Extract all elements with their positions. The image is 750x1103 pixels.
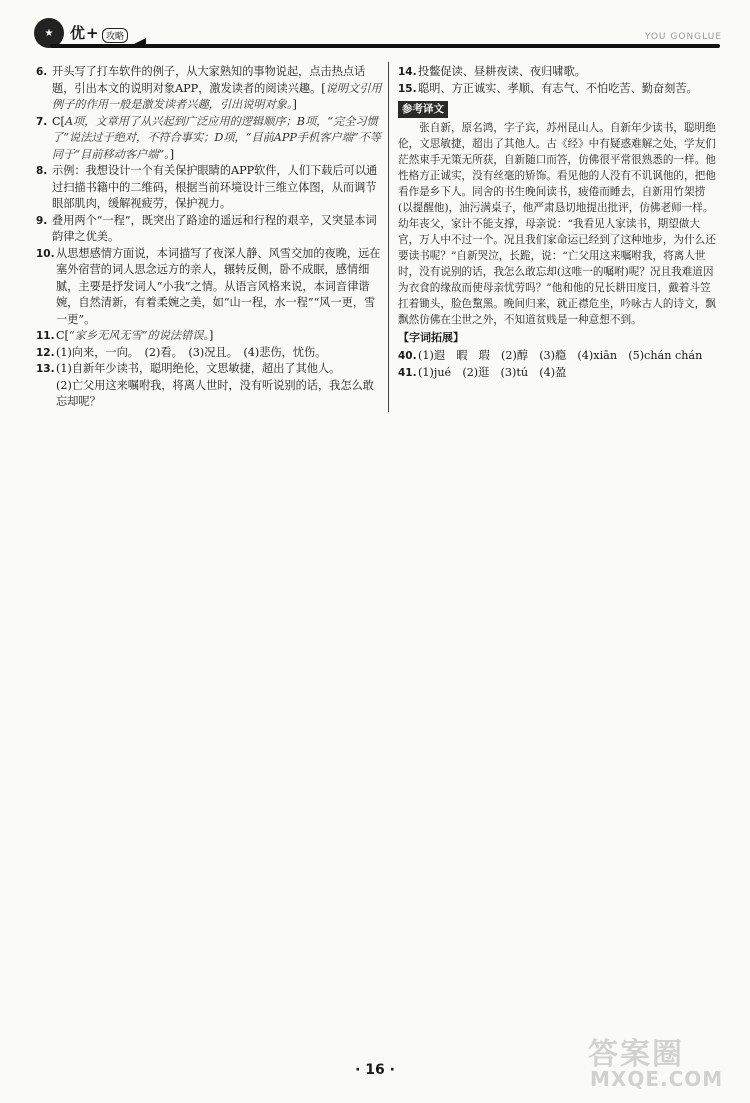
brand-title: 优+ [70,24,100,42]
answer-text-2: (2)亡父用这来嘱咐我，将离人世时，没有听说别的话，我怎么敢忘却呢？ [56,378,374,408]
right-column [398,64,716,381]
answer-9 [36,213,382,246]
answer-text: (1)jué (2)逛 (3)tú (4)盈 [418,365,567,379]
reference-translation: 张自新，原名鸿，字子宾，苏州昆山人。自新年少读书，聪明绝伦，文思敏捷，超出了其他人。古《经》中有疑惑难解之处，学友们茫然束手无策无所获，自新随口而答，仿佛很平常很熟悉的一样。他性格方正诚实，没有丝毫的矫饰。看见他的人没有不讥讽他的，把他看作是乡下人。同舍的书生晚间读书，疲倦而睡去，自新用竹架捞(以提醒他)，油污满桌子，他严肃恳切地提出批评，仿佛老师一样。幼年丧父，家计不能支撑，母亲说：“我看见人家读书，期望做大官，万人中不过一个。况且我们家命运已经到了这种地步，为什么还要读书呢？”自新哭泣，长跪，说：“亡父用这来嘱咐我，将离人世时，没有说别的话，我怎么敢忘却(这唯一的嘱咐)呢？况且我难道因为衣食的缘故而使母亲忧劳吗？”他和他的兄长耕田度日，戴着斗笠扛着锄头，脸色黧黑。晚间归来，就正襟危坐，吟咏古人的诗文，飘飘然仿佛在尘世之外，不知道贫贱是一种意想不到。 [398,121,716,326]
answer-15 [398,81,716,98]
answer-41 [398,365,716,382]
answer-14 [398,64,716,81]
answer-text: 开头写了打车软件的例子，从大家熟知的事物说起，点击热点话题，引出本文的说明对象APP，激发读者的阅读兴趣。[ [52,65,366,95]
page-number: · 16 · [355,1062,395,1078]
answer-number: 12. [36,346,55,359]
answer-number: 8. [36,165,48,177]
answer-note: A项，文章用了从兴起到广泛应用的逻辑顺序；B项，“完全习惯了”说法过于绝对，不符合事实；D项，“目前APP手机客户端”不等同于“目前移动客户端”。 [52,114,381,161]
answer-13 [36,361,382,411]
answer-8 [36,163,382,213]
answer-text: C[ [56,329,69,342]
reference-translation-label: 参考译文 [398,101,448,118]
watermark-logo [588,1029,726,1095]
answer-text: (1)自新年少读书，聪明绝伦，文思敏捷，超出了其他人。 [56,362,341,375]
answer-text: 叠用两个“一程”，既突出了路途的遥远和行程的艰辛，又突显本词韵律之优美。 [52,213,377,243]
header-rule [50,44,720,48]
watermark-line1: 答案圈 [588,1037,684,1072]
answer-number: 6. [36,66,48,78]
answer-note: “家乡无风无雪”的说法错误。 [68,329,210,342]
watermark-line2: MXQE.COM [590,1067,724,1091]
answer-text: 示例：我想设计一个有关保护眼睛的APP软件，人们下载后可以通过扫描书籍中的二维码，根据当前环境设计三维立体图，从而调节眼部肌肉，缓解视疲劳，保护视力。 [52,164,378,210]
answer-number: 13. [36,363,55,375]
answer-12 [36,345,382,362]
answer-number: 7. [36,115,48,128]
answer-number: 15. [398,82,417,95]
bracket-close: ] [292,98,297,111]
word-extension-label: 【字词拓展】 [398,330,464,344]
answer-number: 10. [36,247,55,260]
answer-text: 投鳖促读、昼耕夜读、夜归啸歌。 [418,65,586,78]
answer-11 [36,328,382,345]
answer-note: 说明文引用例子的作用一般是激发读者兴趣，引出说明对象。 [52,81,382,111]
answer-text: 从思想感情方面说，本词描写了夜深人静、风雪交加的夜晚，远在塞外宿营的词人思念远方的亲人，辗转反侧，卧不成眠，感情细腻，主要是抒发词人“小我”之情。从语言风格来说，本词音律谐婉，自然清新，有着柔婉之美，如“山一程，水一程”“风一更，雪一更”。 [56,246,381,326]
answer-number: 41. [398,366,417,379]
page-header [0,0,750,62]
answer-40 [398,348,716,365]
column-divider [388,62,389,412]
left-column [36,64,382,411]
answer-text: (1)向来，一向。 (2)看。 (3)况且。 (4)悲伤，忧伤。 [56,345,327,359]
answer-number: 9. [36,214,48,227]
answer-text: (1)遐 暇 瑕 (2)醇 (3)瘾 (4)xiān (5)chán chán [418,349,703,362]
answer-text: C[ [52,114,65,128]
answer-text: 聪明、方正诚实、孝顺、有志气、不怕吃苦、勤奋刻苦。 [418,81,698,95]
brand-logo-icon: ★ [34,18,64,48]
header-english: YOU GONGLUE [644,32,722,42]
answer-7 [36,114,382,164]
answer-number: 40. [398,350,417,362]
answer-number: 11. [36,330,55,342]
brand-subtitle: 攻略 [102,28,128,43]
answer-number: 14. [398,66,417,78]
bracket-close: ] [169,147,175,161]
answer-6 [36,64,382,114]
answer-10 [36,246,382,329]
bracket-close: ] [209,329,214,342]
